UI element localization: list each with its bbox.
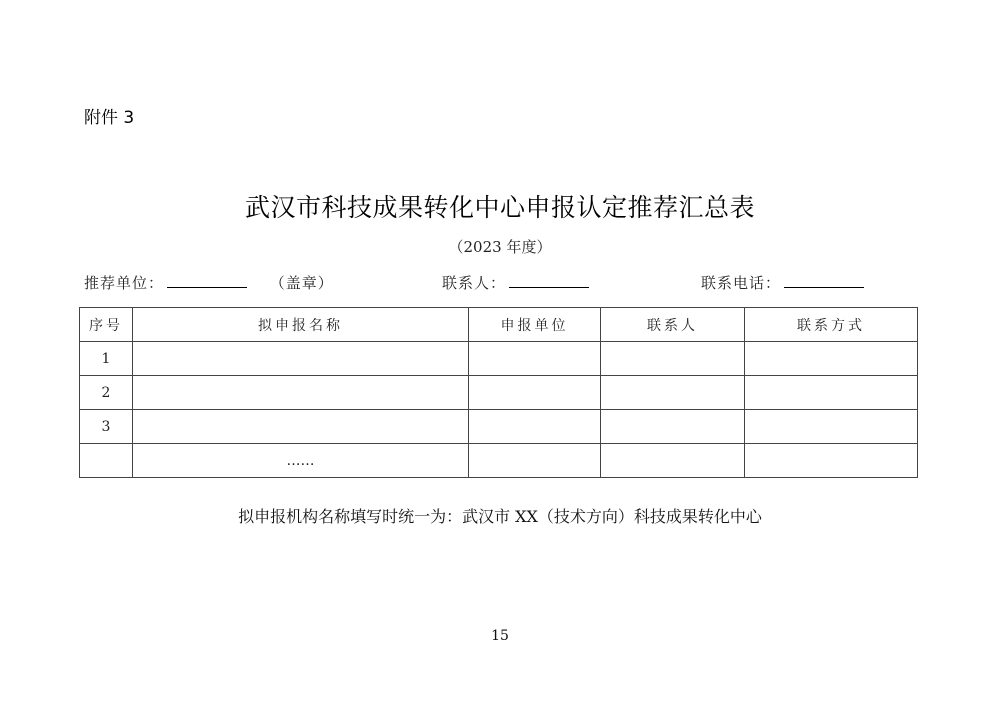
summary-table — [79, 307, 918, 478]
recommender-label: 推荐单位： — [84, 274, 165, 292]
header-contact: 联系人 — [601, 308, 745, 342]
cell-contact — [601, 444, 745, 478]
seal-label: （盖章） — [269, 274, 334, 292]
contact-field — [442, 272, 592, 293]
table-row — [80, 376, 918, 410]
recommender-blank — [167, 272, 247, 288]
cell-unit — [469, 410, 601, 444]
phone-label: 联系电话： — [701, 274, 782, 292]
cell-name — [133, 410, 469, 444]
form-fields-row — [0, 272, 1000, 294]
cell-phone — [745, 444, 918, 478]
document-subtitle: （2023 年度） — [448, 238, 552, 256]
attachment-label: 附件 3 — [84, 108, 135, 128]
cell-name — [133, 342, 469, 376]
table-header-row — [80, 308, 918, 342]
cell-unit — [469, 444, 601, 478]
cell-index: 1 — [80, 342, 133, 376]
cell-contact — [601, 342, 745, 376]
page-number: 15 — [491, 628, 509, 644]
cell-unit — [469, 376, 601, 410]
header-unit: 申报单位 — [469, 308, 601, 342]
contact-blank — [509, 272, 589, 288]
cell-phone — [745, 410, 918, 444]
cell-name: …… — [133, 444, 469, 478]
table-row — [80, 444, 918, 478]
header-phone: 联系方式 — [745, 308, 918, 342]
phone-blank — [784, 272, 864, 288]
header-index: 序号 — [80, 308, 133, 342]
cell-contact — [601, 376, 745, 410]
cell-index: 2 — [80, 376, 133, 410]
cell-name — [133, 376, 469, 410]
table-row — [80, 410, 918, 444]
contact-label: 联系人： — [442, 274, 507, 292]
cell-phone — [745, 376, 918, 410]
cell-index: 3 — [80, 410, 133, 444]
table-row — [80, 342, 918, 376]
document-title: 武汉市科技成果转化中心申报认定推荐汇总表 — [244, 193, 755, 222]
phone-field — [701, 272, 867, 293]
cell-index — [80, 444, 133, 478]
header-name: 拟申报名称 — [133, 308, 469, 342]
cell-phone — [745, 342, 918, 376]
cell-unit — [469, 342, 601, 376]
recommender-field — [84, 272, 334, 293]
cell-contact — [601, 410, 745, 444]
naming-note: 拟申报机构名称填写时统一为：武汉市 XX（技术方向）科技成果转化中心 — [238, 507, 762, 526]
